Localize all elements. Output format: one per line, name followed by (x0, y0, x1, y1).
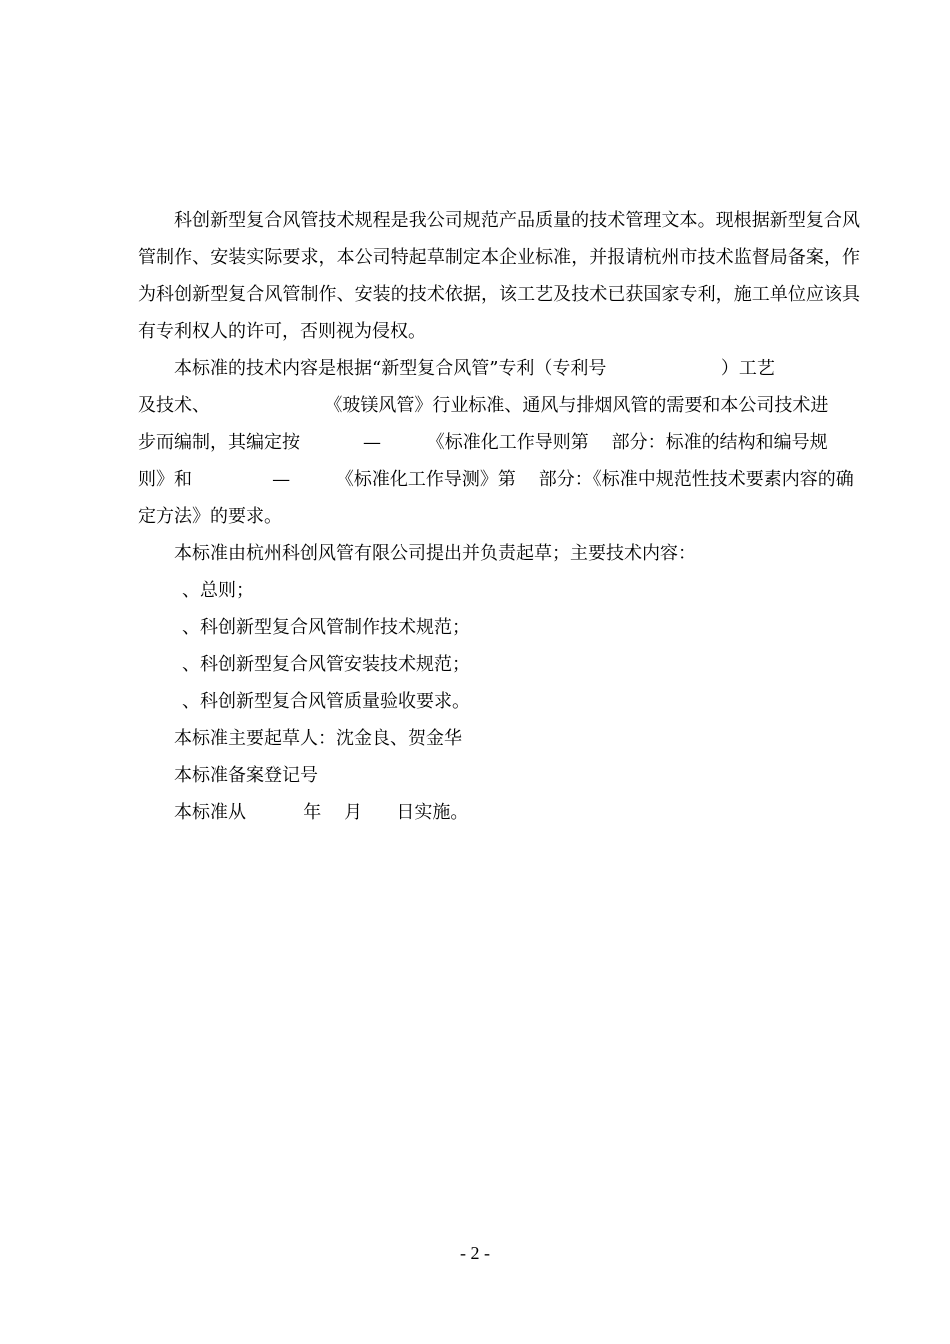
drafters-line: 本标准主要起草人：沈金良、贺金华 (174, 728, 462, 749)
drafting-paragraph: 本标准由杭州科创风管有限公司提出并负责起草；主要技术内容： (174, 543, 696, 564)
effective-date-line: 本标准从 年 月 日实施。 (174, 802, 469, 823)
intro-paragraph: 科创新型复合风管技术规程是我公司规范产品质量的技术管理文本。现根据新型复合风管制作、安装实际要求，本公司特起草制定本企业标准，并报请杭州市技术监督局备案，作为科创新型复合风管制作、安装的技术依据，该工艺及技术已获国家专利，施工单位应该具有专利权人的许可，否则视为侵权。 (138, 210, 860, 342)
technical-basis-line-2: 及技术、 《玻镁风管》行业标准、通风与排烟风管的需要和本公司技术进 (138, 395, 829, 416)
document-body (138, 202, 860, 831)
list-item: 、科创新型复合风管制作技术规范； (182, 617, 470, 638)
technical-basis-line-1: 本标准的技术内容是根据“新型复合风管”专利（专利号 ）工艺 (174, 358, 775, 379)
list-item: 、科创新型复合风管安装技术规范； (182, 654, 470, 675)
page-title (0, 112, 950, 144)
technical-basis-line-4: 则》和 — 《标准化工作导测》第 部分：《标准中规范性技术要素内容的确 (138, 469, 854, 490)
technical-basis-line-5: 定方法》的要求。 (138, 506, 282, 527)
record-number-line: 本标准备案登记号 (174, 765, 318, 786)
list-item: 、科创新型复合风管质量验收要求。 (182, 691, 470, 712)
technical-basis-line-3: 步而编制，其编定按 — 《标准化工作导则第 部分：标准的结构和编号规 (138, 432, 828, 453)
page-number: - 2 - (460, 1243, 490, 1263)
list-item: 、总则； (182, 580, 254, 601)
